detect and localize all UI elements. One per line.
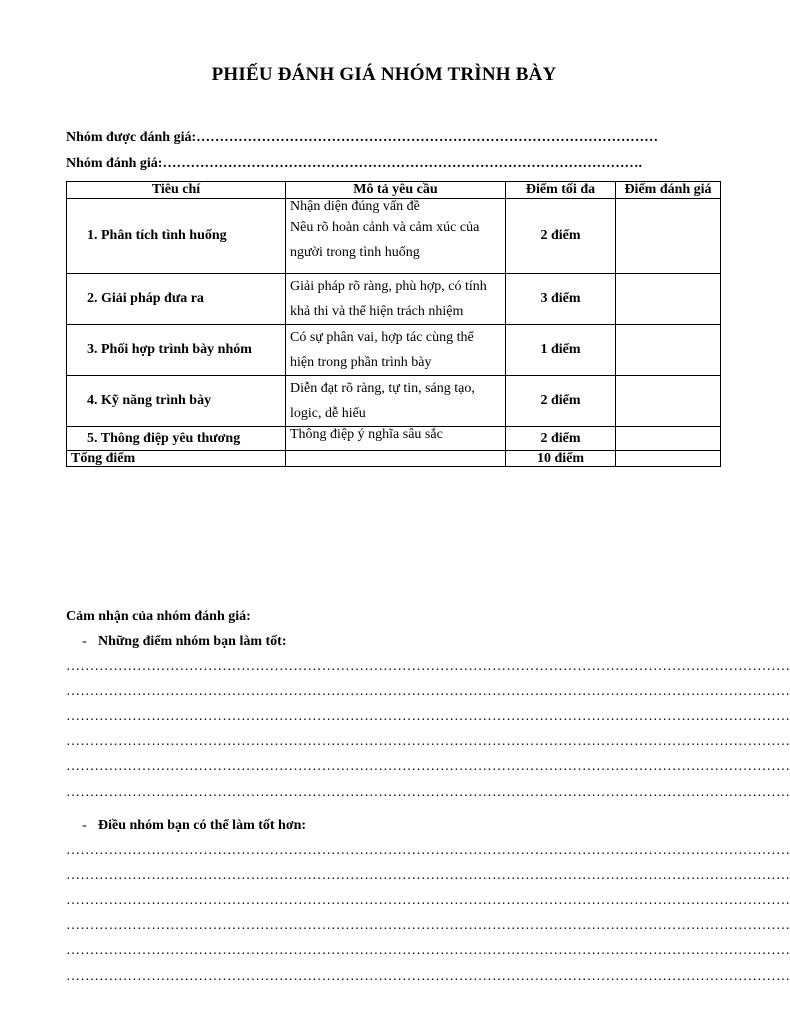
description-line: Diễn đạt rõ ràng, tự tin, sáng tạo, <box>290 381 475 396</box>
header-max-score: Điểm tối đa <box>506 182 616 199</box>
feedback-heading: Cảm nhận của nhóm đánh giá: <box>66 609 251 624</box>
max-score-cell: 2 điểm <box>506 427 616 451</box>
criterion-cell: 2. Giải pháp đưa ra <box>67 274 286 325</box>
table-header-row <box>67 182 721 199</box>
description-line: người trong tình huống <box>290 245 420 260</box>
improvements-heading <box>82 818 306 834</box>
max-score-cell: 2 điểm <box>506 376 616 427</box>
max-score-cell: 1 điểm <box>506 325 616 376</box>
description-line: khả thi và thể hiện trách nhiệm <box>290 304 464 319</box>
table-row <box>67 376 721 427</box>
improvements-line[interactable]: ……………………………………………………………………………………………………………………………………… <box>66 918 790 933</box>
description-line: Nhận diện đúng vấn đề <box>290 199 420 214</box>
description-cell <box>286 199 506 274</box>
good-points-line[interactable]: ……………………………………………………………………………………………………………………………………… <box>66 684 790 699</box>
total-score-input-cell[interactable] <box>616 451 721 467</box>
criterion-cell: 3. Phối hợp trình bày nhóm <box>67 325 286 376</box>
total-description-cell <box>286 451 506 467</box>
description-line: Có sự phân vai, hợp tác cùng thể <box>290 330 474 345</box>
page-title: PHIẾU ĐÁNH GIÁ NHÓM TRÌNH BÀY <box>211 64 557 85</box>
description-cell <box>286 427 506 451</box>
evaluated-group-field[interactable]: Nhóm được đánh giá:……………………………………………………………………………………… <box>66 130 659 145</box>
criterion-cell: 4. Kỹ năng trình bày <box>67 376 286 427</box>
max-score-cell: 3 điểm <box>506 274 616 325</box>
header-criterion: Tiêu chí <box>67 182 286 199</box>
score-input-cell[interactable] <box>616 199 721 274</box>
description-cell <box>286 274 506 325</box>
description-line: hiện trong phần trình bày <box>290 355 432 370</box>
header-given-score: Điểm đánh giá <box>616 182 721 199</box>
description-line: Thông điệp ý nghĩa sâu sắc <box>290 427 443 442</box>
score-input-cell[interactable] <box>616 274 721 325</box>
max-score-cell: 2 điểm <box>506 199 616 274</box>
evaluating-group-field[interactable]: Nhóm đánh giá:…………………………………………………………………………………………. <box>66 156 642 171</box>
improvements-line[interactable]: ……………………………………………………………………………………………………………………………………… <box>66 943 790 958</box>
table-row <box>67 199 721 274</box>
total-label: Tổng điểm <box>67 451 286 467</box>
criterion-cell: 5. Thông điệp yêu thương <box>67 427 286 451</box>
criterion-cell: 1. Phân tích tình huống <box>67 199 286 274</box>
table-row <box>67 427 721 451</box>
table-row <box>67 325 721 376</box>
description-line: Giải pháp rõ ràng, phù hợp, có tính <box>290 279 487 294</box>
total-max-score: 10 điểm <box>506 451 616 467</box>
improvements-line[interactable]: ……………………………………………………………………………………………………………………………………… <box>66 843 790 858</box>
improvements-line[interactable]: ……………………………………………………………………………………………………………………………………… <box>66 969 790 984</box>
good-points-line[interactable]: ……………………………………………………………………………………………………………………………………… <box>66 759 790 774</box>
improvements-line[interactable]: ……………………………………………………………………………………………………………………………………… <box>66 893 790 908</box>
good-points-line[interactable]: ……………………………………………………………………………………………………………………………………… <box>66 709 790 724</box>
score-input-cell[interactable] <box>616 376 721 427</box>
table-row <box>67 274 721 325</box>
dash-marker: - <box>82 818 87 833</box>
good-points-line[interactable]: ……………………………………………………………………………………………………………………………………… <box>66 734 790 749</box>
improvements-line[interactable]: ……………………………………………………………………………………………………………………………………… <box>66 868 790 883</box>
improvements-label: Điều nhóm bạn có thể làm tốt hơn: <box>98 818 307 833</box>
score-input-cell[interactable] <box>616 427 721 451</box>
description-line: Nêu rõ hoàn cảnh và cảm xúc của <box>290 220 480 235</box>
dash-marker: - <box>82 634 87 649</box>
description-cell <box>286 325 506 376</box>
description-cell <box>286 376 506 427</box>
evaluation-table <box>66 181 721 467</box>
good-points-label: Những điểm nhóm bạn làm tốt: <box>98 634 287 649</box>
description-line: logic, dễ hiểu <box>290 406 366 421</box>
total-row <box>67 451 721 467</box>
score-input-cell[interactable] <box>616 325 721 376</box>
good-points-line[interactable]: ……………………………………………………………………………………………………………………………………… <box>66 659 790 674</box>
header-description: Mô tả yêu cầu <box>286 182 506 199</box>
good-points-heading <box>82 634 286 650</box>
good-points-line[interactable]: ……………………………………………………………………………………………………………………………………… <box>66 785 790 800</box>
